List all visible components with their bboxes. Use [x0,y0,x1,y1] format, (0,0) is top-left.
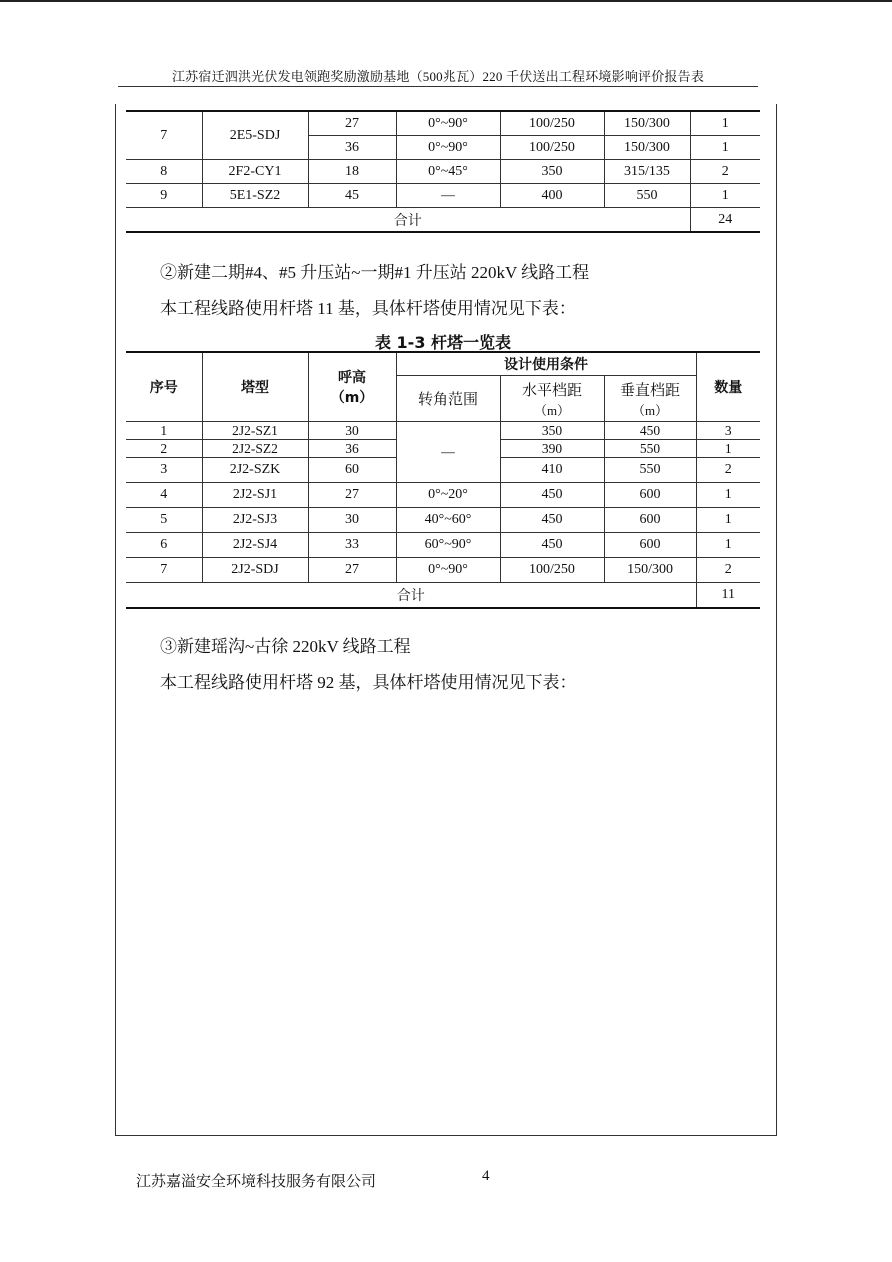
total-row [126,583,760,609]
tower-table-continued [126,110,760,233]
cell-no: 8 [126,160,202,184]
cell-angle: — [396,184,500,208]
cell-vspan: 150/300 [604,558,696,583]
cell-vspan: 600 [604,533,696,558]
table-caption: 表 1-3 杆塔一览表 [374,333,512,352]
header-type: 塔型 [202,352,308,422]
cell-type: 2J2-SJ1 [202,483,308,508]
table-row [126,111,760,136]
cell-vspan: 550 [604,440,696,458]
cell-height: 33 [308,533,396,558]
cell-hspan: 100/250 [500,111,604,136]
cell-hspan: 350 [500,422,604,440]
header-rule [118,86,758,87]
cell-no: 1 [126,422,202,440]
header-vspan-label: 垂直档距 [620,382,681,399]
top-border [0,0,892,2]
cell-height: 30 [308,422,396,440]
total-value: 11 [696,583,760,609]
cell-qty: 2 [696,458,760,483]
cell-no: 6 [126,533,202,558]
cell-type: 2J2-SJ3 [202,508,308,533]
cell-qty: 1 [696,508,760,533]
footer-company: 江苏嘉溢安全环境科技服务有限公司 [136,1174,377,1190]
cell-type: 2J2-SJ4 [202,533,308,558]
cell-height: 36 [308,136,396,160]
cell-vspan: 550 [604,458,696,483]
cell-angle: 0°~20° [396,483,500,508]
cell-angle: 0°~90° [396,136,500,160]
cell-height: 27 [308,558,396,583]
document-header: 江苏宿迁泗洪光伏发电领跑奖励激励基地（500兆瓦）220 千伏送出工程环境影响评价报告表 [171,69,705,84]
cell-type: 2J2-SZ2 [202,440,308,458]
cell-vspan: 600 [604,483,696,508]
cell-angle: 40°~60° [396,508,500,533]
cell-angle: 0°~45° [396,160,500,184]
cell-vspan: 315/135 [604,160,690,184]
cell-hspan: 410 [500,458,604,483]
header-qty: 数量 [696,352,760,422]
cell-qty: 1 [696,483,760,508]
cell-hspan: 450 [500,483,604,508]
cell-height: 27 [308,483,396,508]
table-row [126,508,760,533]
cell-height: 18 [308,160,396,184]
section3-intro: 本工程线路使用杆塔 92 基，具体杆塔使用情况见下表： [160,673,577,692]
cell-hspan: 400 [500,184,604,208]
header-row [126,352,760,376]
table-row [126,422,760,440]
cell-type: 2F2-CY1 [202,160,308,184]
cell-qty: 1 [696,440,760,458]
cell-no: 7 [126,558,202,583]
cell-type: 2J2-SDJ [202,558,308,583]
header-hspan-unit: （m） [533,402,571,418]
cell-vspan: 450 [604,422,696,440]
cell-no: 2 [126,440,202,458]
cell-no: 4 [126,483,202,508]
cell-angle: 0°~90° [396,558,500,583]
table-row [126,160,760,184]
total-value: 24 [690,208,760,233]
header-height-label: 呼高 [338,370,366,386]
header-angle: 转角范围 [396,376,500,422]
cell-vspan: 150/300 [604,111,690,136]
cell-vspan: 550 [604,184,690,208]
total-label: 合计 [126,583,696,609]
header-vspan [604,376,696,422]
cell-height: 36 [308,440,396,458]
cell-hspan: 450 [500,533,604,558]
cell-hspan: 100/250 [500,558,604,583]
cell-qty: 3 [696,422,760,440]
cell-type: 2J2-SZ1 [202,422,308,440]
table-row [126,558,760,583]
cell-vspan: 150/300 [604,136,690,160]
table-row [126,483,760,508]
cell-qty: 1 [696,533,760,558]
header-hspan [500,376,604,422]
cell-qty: 1 [690,136,760,160]
cell-hspan: 450 [500,508,604,533]
cell-hspan: 350 [500,160,604,184]
table-row [126,533,760,558]
cell-no: 5 [126,508,202,533]
section2-heading: ②新建二期#4、#5 升压站~一期#1 升压站 220kV 线路工程 [160,263,590,282]
cell-no: 3 [126,458,202,483]
cell-type: 5E1-SZ2 [202,184,308,208]
cell-type: 2E5-SDJ [202,111,308,160]
cell-qty: 2 [696,558,760,583]
cell-no: 7 [126,111,202,160]
header-design: 设计使用条件 [396,352,696,376]
header-no: 序号 [126,352,202,422]
cell-qty: 1 [690,111,760,136]
cell-angle-merged: — [396,422,500,483]
table-row [126,184,760,208]
header-vspan-unit: （m） [631,402,669,418]
cell-no: 9 [126,184,202,208]
header-height-unit: （m） [330,390,374,406]
header-height [308,352,396,422]
cell-height: 27 [308,111,396,136]
cell-height: 45 [308,184,396,208]
section2-intro: 本工程线路使用杆塔 11 基，具体杆塔使用情况见下表： [160,299,576,318]
cell-hspan: 100/250 [500,136,604,160]
total-label: 合计 [126,208,690,233]
header-hspan-label: 水平档距 [521,382,582,399]
cell-angle: 60°~90° [396,533,500,558]
tower-table [126,351,760,609]
cell-angle: 0°~90° [396,111,500,136]
cell-height: 60 [308,458,396,483]
section3-heading: ③新建瑶沟~古徐 220kV 线路工程 [160,637,411,656]
cell-height: 30 [308,508,396,533]
cell-vspan: 600 [604,508,696,533]
total-row [126,208,760,233]
cell-qty: 2 [690,160,760,184]
cell-qty: 1 [690,184,760,208]
page-number: 4 [482,1168,490,1184]
cell-type: 2J2-SZK [202,458,308,483]
cell-hspan: 390 [500,440,604,458]
